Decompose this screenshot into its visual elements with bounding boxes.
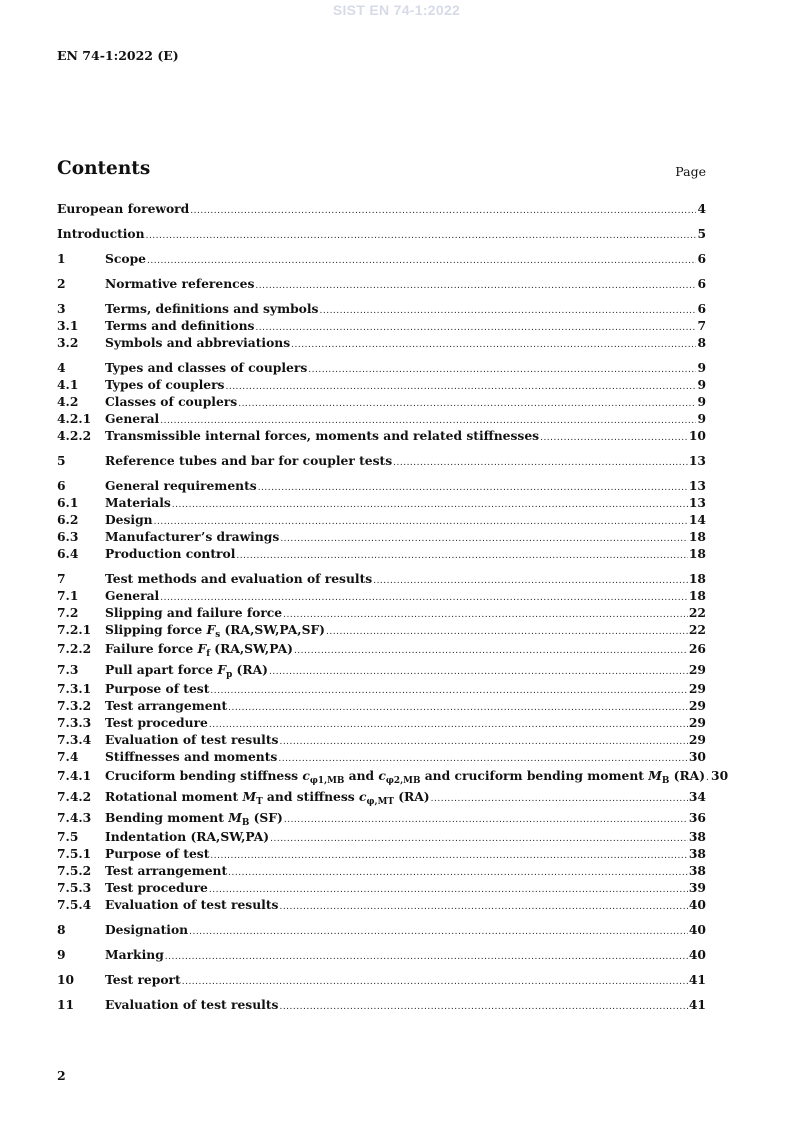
toc-entry-page: 5 [697,226,706,241]
toc-leader-dots [172,497,688,514]
toc-entry-title: European foreword [57,201,190,216]
toc-entry[interactable] [57,587,706,604]
toc-entry[interactable] [57,697,706,714]
toc-entry[interactable] [57,879,706,896]
toc-leader-dots [182,974,688,991]
toc-entry-number: 8 [57,922,66,937]
toc-entry-page: 40 [688,947,706,962]
toc-leader-dots [279,734,687,751]
toc-entry-page: 30 [711,768,729,783]
toc-entry[interactable] [57,225,706,242]
toc-entry-page: 18 [688,571,706,586]
toc-leader-dots [209,717,688,734]
toc-entry-title: Purpose of test [105,846,210,861]
toc-entry-title: Introduction [57,226,145,241]
toc-entry-page: 6 [697,301,706,316]
toc-entry-page: 41 [688,972,706,987]
toc-entry-title: Scope [105,251,146,266]
toc-entry[interactable] [57,714,706,731]
toc-entry-number: 4.2.1 [57,411,92,426]
toc-entry-title: Types of couplers [105,377,225,392]
toc-entry-page: 7 [697,318,706,333]
toc-entry[interactable] [57,452,706,469]
toc-leader-dots [210,848,688,865]
toc-entry-page: 10 [688,428,706,443]
toc-entry[interactable] [57,477,706,494]
toc-entry-title: Transmissible internal forces, moments and related stiffnesses [105,428,540,443]
toc-entry-page: 6 [697,251,706,266]
toc-entry[interactable] [57,946,706,963]
toc-entry[interactable] [57,250,706,267]
toc-entry[interactable] [57,786,706,807]
toc-leader-dots [319,303,696,320]
toc-entry-page: 22 [688,605,706,620]
toc-entry[interactable] [57,828,706,845]
toc-entry-title: Design [105,512,153,527]
page-column-label: Page [675,164,706,179]
toc-entry[interactable] [57,807,706,828]
page-number: 2 [57,1068,66,1083]
toc-leader-dots [540,430,688,447]
toc-leader-dots [284,810,688,831]
toc-leader-dots [283,607,688,624]
toc-leader-dots [209,882,688,899]
toc-entry-title: Terms, definitions and symbols [105,301,319,316]
toc-entry[interactable] [57,765,729,787]
toc-entry[interactable] [57,300,706,317]
toc-entry-page: 38 [688,829,706,844]
toc-entry-number: 7.4.3 [57,810,92,825]
toc-leader-dots [393,455,688,472]
toc-entry[interactable] [57,659,706,680]
toc-entry-number: 3.2 [57,335,79,350]
toc-entry[interactable] [57,731,706,748]
toc-entry[interactable] [57,621,706,641]
toc-entry[interactable] [57,604,706,621]
toc-entry-page: 26 [688,641,706,656]
toc-leader-dots [294,641,688,662]
table-of-contents [57,200,729,1013]
toc-leader-dots [236,548,687,565]
toc-entry-number: 4.2.2 [57,428,92,443]
toc-entry-title: Types and classes of couplers [105,360,308,375]
toc-entry-page: 38 [688,846,706,861]
toc-entry-page: 36 [688,810,706,825]
toc-entry-number: 1 [57,251,66,266]
toc-leader-dots [228,865,688,882]
toc-entry[interactable] [57,200,706,217]
toc-entry-page: 40 [688,897,706,912]
toc-leader-dots [258,480,688,497]
toc-entry-number: 7.5.2 [57,863,92,878]
toc-entry-number: 5 [57,453,66,468]
toc-entry-number: 3.1 [57,318,79,333]
toc-entry-title: Test arrangement [105,863,228,878]
toc-entry-number: 7.5.4 [57,897,92,912]
toc-entry-page: 18 [688,529,706,544]
toc-leader-dots [189,924,688,941]
toc-entry-title: Classes of couplers [105,394,238,409]
toc-entry-title: Test procedure [105,880,208,895]
toc-leader-dots [147,253,696,270]
toc-entry-title: Slipping and failure force [105,605,283,620]
toc-leader-dots [270,831,688,848]
toc-entry-number: 7.5.3 [57,880,92,895]
toc-leader-dots [706,768,710,789]
toc-entry-title: General requirements [105,478,257,493]
watermark: SIST EN 74-1:2022 [332,2,461,18]
toc-leader-dots [255,320,696,337]
toc-entry-number: 7.2.1 [57,622,92,637]
toc-entry[interactable] [57,896,706,913]
toc-entry-number: 7.3.4 [57,732,92,747]
toc-entry-number: 7.5.1 [57,846,92,861]
toc-entry[interactable] [57,376,706,393]
toc-entry-number: 7.4 [57,749,79,764]
toc-entry[interactable] [57,996,706,1013]
toc-entry-page: 6 [697,276,706,291]
toc-entry-title: Stiffnesses and moments [105,749,278,764]
toc-entry-page: 13 [688,453,706,468]
toc-entry-page: 13 [688,495,706,510]
toc-entry-number: 9 [57,947,66,962]
toc-entry-page: 9 [697,377,706,392]
toc-entry-title: Rotational moment $M_T$ and stiffness $c_{\varphi,MT}$ (RA) [105,789,430,808]
toc-entry-number: 7.4.1 [57,768,92,783]
toc-entry-title: Test procedure [105,715,208,730]
toc-leader-dots [228,700,688,717]
toc-entry-title: Cruciform bending stiffness $c_{\varphi 1,MB}$ and $c_{\varphi 2,MB}$ and cruciform bending moment $M_B$ (RA) [105,768,706,787]
toc-entry-number: 7.2.2 [57,641,92,656]
toc-entry-number: 7.3.2 [57,698,92,713]
toc-entry-title: Terms and definitions [105,318,255,333]
toc-entry-number: 7.3.1 [57,681,92,696]
toc-entry-page: 4 [697,201,706,216]
toc-entry[interactable] [57,638,706,659]
document-id: EN 74-1:2022 (E) [57,48,179,63]
toc-entry-title: General [105,411,160,426]
toc-entry-page: 39 [688,880,706,895]
toc-leader-dots [291,337,696,354]
toc-leader-dots [279,899,687,916]
toc-entry-page: 9 [697,411,706,426]
toc-entry-number: 6.4 [57,546,79,561]
toc-entry-page: 38 [688,863,706,878]
toc-entry-page: 34 [688,789,706,804]
toc-entry-page: 9 [697,394,706,409]
toc-entry-title: Purpose of test [105,681,210,696]
toc-entry-title: Symbols and abbreviations [105,335,291,350]
toc-entry-title: Evaluation of test results [105,997,279,1012]
toc-entry-number: 6.2 [57,512,79,527]
toc-entry[interactable] [57,748,706,765]
toc-entry-title: Reference tubes and bar for coupler tests [105,453,393,468]
toc-entry-number: 10 [57,972,75,987]
toc-entry-title: Marking [105,947,164,962]
toc-entry[interactable] [57,680,706,697]
toc-entry-title: Slipping force $F_s$ (RA,SW,PA,SF) [105,622,326,641]
toc-entry-title: Evaluation of test results [105,732,279,747]
toc-entry-number: 3 [57,301,66,316]
contents-title: Contents [57,158,151,179]
toc-entry[interactable] [57,494,706,511]
toc-entry-page: 18 [688,546,706,561]
toc-entry-title: Test methods and evaluation of results [105,571,373,586]
toc-entry-page: 9 [697,360,706,375]
toc-leader-dots [238,396,696,413]
toc-leader-dots [280,531,688,548]
toc-entry-title: Indentation (RA,SW,PA) [105,829,270,844]
toc-entry-number: 7.5 [57,829,79,844]
toc-entry-number: 7 [57,571,66,586]
toc-entry-title: Designation [105,922,189,937]
toc-leader-dots [269,662,688,683]
toc-entry-title: Materials [105,495,171,510]
toc-entry-page: 14 [688,512,706,527]
toc-entry-page: 29 [688,698,706,713]
toc-entry[interactable] [57,511,706,528]
toc-entry-number: 4 [57,360,66,375]
toc-entry-page: 29 [688,732,706,747]
toc-entry-title: Test report [105,972,181,987]
toc-entry-number: 6 [57,478,66,493]
toc-entry-page: 13 [688,478,706,493]
toc-entry[interactable] [57,359,706,376]
toc-entry-number: 2 [57,276,66,291]
toc-entry-page: 41 [688,997,706,1012]
toc-entry[interactable] [57,971,706,988]
toc-entry[interactable] [57,275,706,292]
toc-entry-page: 18 [688,588,706,603]
toc-leader-dots [165,949,688,966]
toc-entry-page: 29 [688,681,706,696]
toc-entry-number: 4.1 [57,377,79,392]
toc-leader-dots [373,573,688,590]
toc-entry[interactable] [57,317,706,334]
toc-entry-number: 7.4.2 [57,789,92,804]
toc-entry[interactable] [57,334,706,351]
toc-entry-page: 40 [688,922,706,937]
toc-entry[interactable] [57,862,706,879]
toc-entry-number: 6.1 [57,495,79,510]
toc-entry-title: Test arrangement [105,698,228,713]
toc-entry[interactable] [57,545,706,562]
toc-entry-title: Normative references [105,276,255,291]
toc-entry-number: 7.2 [57,605,79,620]
toc-entry-title: Pull apart force $F_p$ (RA) [105,662,268,681]
toc-entry-page: 8 [697,335,706,350]
toc-leader-dots [190,203,696,220]
toc-entry-title: Manufacturer’s drawings [105,529,280,544]
toc-leader-dots [308,362,696,379]
toc-entry[interactable] [57,921,706,938]
toc-entry-title: Evaluation of test results [105,897,279,912]
toc-leader-dots [210,683,688,700]
toc-leader-dots [326,624,688,641]
toc-entry[interactable] [57,528,706,545]
toc-entry-title: Production control [105,546,236,561]
toc-entry-title: Bending moment $M_B$ (SF) [105,810,283,829]
toc-leader-dots [146,228,697,245]
toc-entry-number: 11 [57,997,75,1012]
toc-entry[interactable] [57,427,706,444]
toc-entry-number: 7.1 [57,588,79,603]
toc-leader-dots [225,379,696,396]
toc-entry[interactable] [57,410,706,427]
toc-leader-dots [279,999,687,1016]
toc-entry-page: 30 [688,749,706,764]
toc-entry-number: 4.2 [57,394,79,409]
toc-entry-number: 7.3.3 [57,715,92,730]
toc-entry-number: 7.3 [57,662,79,677]
toc-entry-page: 29 [688,715,706,730]
toc-entry-page: 22 [688,622,706,637]
toc-entry-number: 6.3 [57,529,79,544]
toc-entry-page: 29 [688,662,706,677]
toc-leader-dots [431,789,688,810]
toc-entry[interactable] [57,570,706,587]
toc-entry-title: Failure force $F_f$ (RA,SW,PA) [105,641,293,660]
toc-entry-title: General [105,588,160,603]
toc-leader-dots [255,278,696,295]
toc-entry[interactable] [57,845,706,862]
toc-entry[interactable] [57,393,706,410]
